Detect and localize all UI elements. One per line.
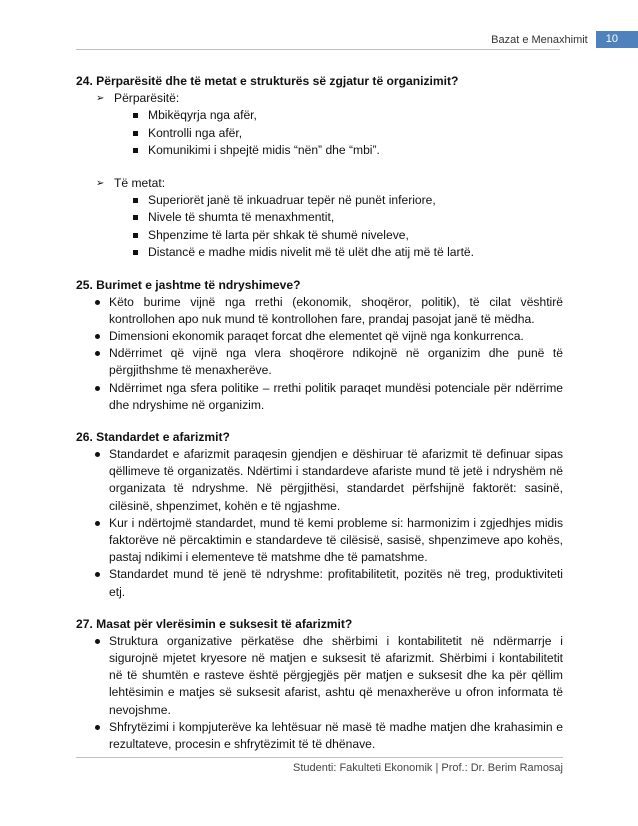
list-item: Kontrolli nga afër, (76, 125, 563, 143)
disadvantages-label: Të metat: (114, 175, 166, 190)
footer-divider (76, 757, 563, 758)
list-item: Dimensioni ekonomik paraqet forcat dhe elementet që vijnë nga konkurrenca. (76, 328, 563, 345)
disadvantages-list (76, 192, 563, 262)
list-item: Nivele të shumta të menaxhmentit, (76, 209, 563, 227)
question-25-list (76, 294, 563, 414)
arrow-bullet-icon: ➢ (96, 93, 105, 104)
disadvantages-heading (76, 175, 563, 192)
question-27-title: 27. Masat për vlerësimin e suksesit të afarizmit? (76, 616, 353, 631)
question-27-list (76, 633, 563, 753)
advantages-list (76, 107, 563, 160)
question-25-title: 25. Burimet e jashtme të ndryshimeve? (76, 277, 301, 292)
page-number: 10 (596, 31, 638, 48)
header-title: Bazat e Menaxhimit (491, 33, 588, 46)
list-item: Shfrytëzimi i kompjuterëve ka lehtësuar në masë të madhe matjen dhe krahasimin e rezultateve, procesin e shfrytëzimit të të dhënave. (76, 719, 563, 753)
advantages-heading (76, 90, 563, 107)
list-item: Shpenzime të larta për shkak të shumë niveleve, (76, 227, 563, 245)
list-item: Struktura organizative përkatëse dhe shërbimi i kontabilitetit në ndërmarrje i sigurojnë mjetet kryesore në matjen e suksesit të afarizmit. Shërbimi i kontabilitetit në të shumtën e rasteve është përgjegjës për matjen e suksesit dhe ka për qëllim lehtësimin e matjes së suksesit afarist, ashtu që menaxherëve u ofron informata të nevojshme. (76, 633, 563, 719)
list-item: Ndërrimet që vijnë nga vlera shoqërore ndikojnë në organizim dhe punë të përgjithshme të menaxherëve. (76, 345, 563, 379)
arrow-bullet-icon: ➢ (96, 177, 105, 189)
page-footer: Studenti: Fakulteti Ekonomik | Prof.: Dr. Berim Ramosaj (292, 762, 563, 774)
list-item: Distancë e madhe midis nivelit më të ulët dhe atij më të lartë. (76, 244, 563, 262)
list-item: Këto burime vijnë nga rrethi (ekonomik, shoqëror, politik), të cilat vështirë kontrollohen apo nuk mund të kontrollohen fare, prandaj pasojat janë të mëdha. (76, 294, 563, 328)
list-item: Mbikëqyrja nga afër, (76, 107, 563, 125)
list-item: Superiorët janë të inkuadruar tepër në punët inferiore, (76, 192, 563, 210)
page-header (491, 31, 638, 48)
question-26-title: 26. Standardet e afarizmit? (76, 429, 230, 444)
question-26-list (76, 446, 563, 601)
question-24-title: 24. Përparësitë dhe të metat e strukturës së zgjatur të organizimit? (76, 74, 459, 88)
list-item: Ndërrimet nga sfera politike – rrethi politik paraqet mundësi potenciale për ndërrime dhe ndryshime në organizim. (76, 380, 563, 414)
list-item: Kur i ndërtojmë standardet, mund të kemi probleme si: harmonizim i zgjedhjes midis faktorëve në përcaktimin e standardeve të cilësisë, sasisë, shpenzimeve apo kohës, pastaj ndikimi i elementeve të matshme dhe të pamatshme. (76, 515, 563, 567)
header-divider (76, 49, 560, 50)
page-content (76, 73, 563, 753)
list-item: Komunikimi i shpejtë midis “nën” dhe “mbi”. (76, 142, 563, 160)
advantages-label: Përparësitë: (114, 91, 180, 105)
list-item: Standardet mund të jenë të ndryshme: profitabilitetit, pozitës në treg, produktiviteti etj. (76, 566, 563, 600)
list-item: Standardet e afarizmit paraqesin gjendjen e dëshiruar të afarizmit të definuar sipas qëllimeve të organizatës. Ndërtimi i standardeve afariste mund të jetë i ndryshëm në organizata të ndryshme. Në përgjithësi, standardet përfshijnë faktorët: sasinë, cilësinë, shpenzimet, kohën e të ngjashme. (76, 446, 563, 515)
